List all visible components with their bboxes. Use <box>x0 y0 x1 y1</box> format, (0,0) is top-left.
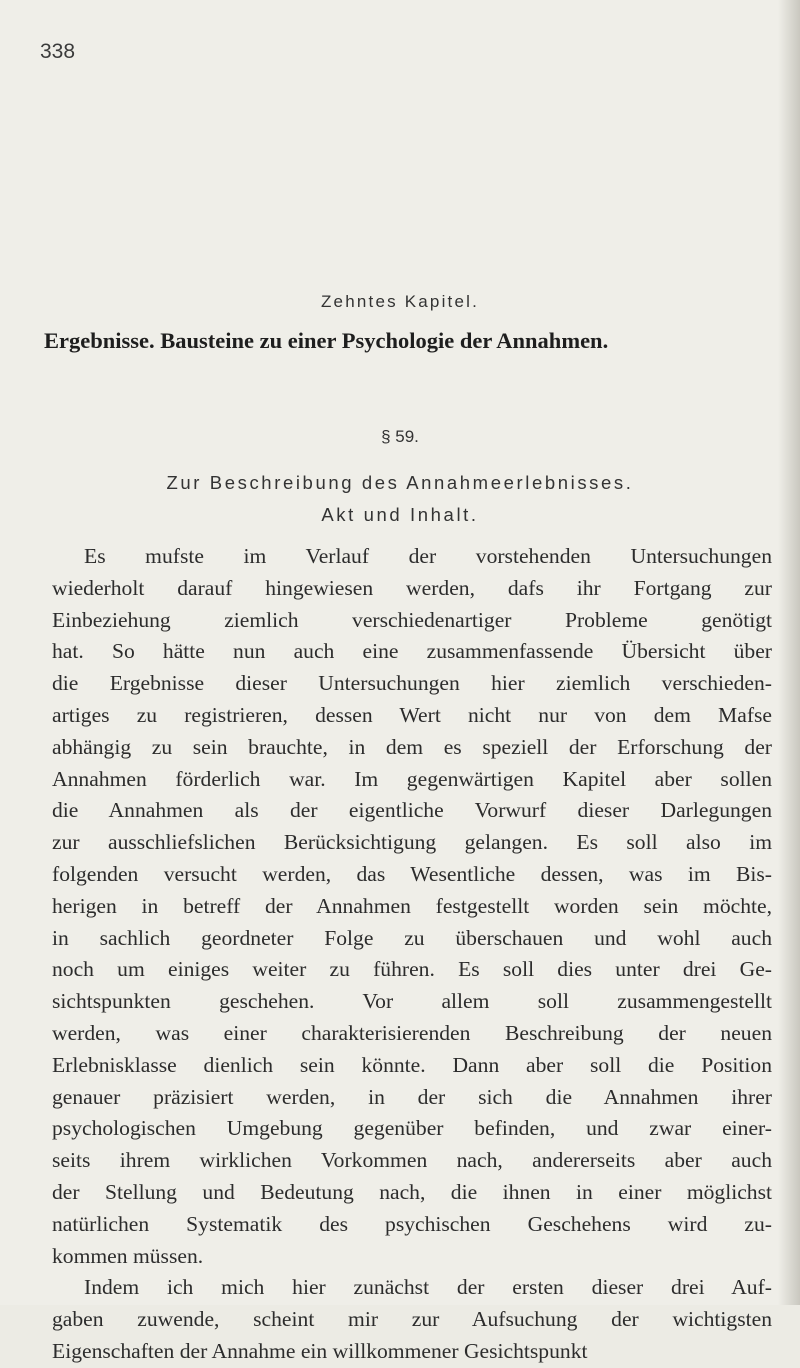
page-number: 338 <box>40 40 76 63</box>
body-line: wiederholt darauf hingewiesen werden, dafs ihr Fortgang zur <box>52 575 772 600</box>
body-line: herigen in betreff der Annahmen festgestellt worden sein möchte, <box>52 893 772 918</box>
section-number: § 59. <box>381 427 419 446</box>
body-line: psychologischen Umgebung gegenüber befinden, und zwar einer- <box>52 1116 772 1141</box>
body-line: hat. So hätte nun auch eine zusammenfassende Übersicht über <box>52 639 772 664</box>
body-line: sichtspunkten geschehen. Vor allem soll zusammengestellt <box>52 989 772 1014</box>
body-line: Erlebnisklasse dienlich sein könnte. Dann aber soll die Position <box>52 1052 772 1077</box>
body-line: abhängig zu sein brauchte, in dem es speziell der Erforschung der <box>52 734 772 759</box>
body-line: in sachlich geordneter Folge zu überschauen und wohl auch <box>52 925 772 950</box>
body-line: Es mufste im Verlauf der vorstehenden Untersuchungen <box>84 544 772 568</box>
body-line: Eigenschaften der Annahme ein willkommener Gesichtspunkt <box>52 1338 588 1363</box>
body-line: Indem ich mich hier zunächst der ersten dieser drei Auf- <box>84 1275 772 1300</box>
section-title-line: Akt und Inhalt. <box>321 504 479 525</box>
body-line: gaben zuwende, scheint mir zur Aufsuchung der wichtigsten <box>52 1307 772 1332</box>
body-line: der Stellung und Bedeutung nach, die ihnen in einer möglichst <box>52 1179 772 1204</box>
body-line: Einbeziehung ziemlich verschiedenartiger Probleme genötigt <box>52 607 772 632</box>
body-text <box>52 541 772 1368</box>
body-line: werden, was einer charakterisierenden Beschreibung der neuen <box>52 1020 772 1045</box>
body-line: natürlichen Systematik des psychischen Geschehens wird zu- <box>52 1211 772 1236</box>
spine-shadow <box>778 0 800 1305</box>
chapter-title: Ergebnisse. Bausteine zu einer Psychologie der Annahmen. <box>44 328 609 353</box>
body-line: genauer präzisiert werden, in der sich die Annahmen ihrer <box>52 1084 772 1109</box>
body-line: die Annahmen als der eigentliche Vorwurf dieser Darlegungen <box>52 798 772 823</box>
body-line: noch um einiges weiter zu führen. Es soll dies unter drei Ge- <box>52 957 772 982</box>
body-line: Annahmen förderlich war. Im gegenwärtigen Kapitel aber sollen <box>52 766 772 791</box>
body-line: zur ausschliefslichen Berücksichtigung gelangen. Es soll also im <box>52 830 772 855</box>
body-line: seits ihrem wirklichen Vorkommen nach, andererseits aber auch <box>52 1148 772 1173</box>
section-title <box>0 467 800 531</box>
body-line: artiges zu registrieren, dessen Wert nicht nur von dem Mafse <box>52 702 772 727</box>
section-title-line: Zur Beschreibung des Annahmeerlebnisses. <box>166 472 634 493</box>
body-line: folgenden versucht werden, das Wesentliche dessen, was im Bis- <box>52 861 772 886</box>
body-line: kommen müssen. <box>52 1243 204 1268</box>
chapter-label: Zehntes Kapitel. <box>320 292 480 311</box>
body-line: die Ergebnisse dieser Untersuchungen hier ziemlich verschieden- <box>52 671 772 696</box>
